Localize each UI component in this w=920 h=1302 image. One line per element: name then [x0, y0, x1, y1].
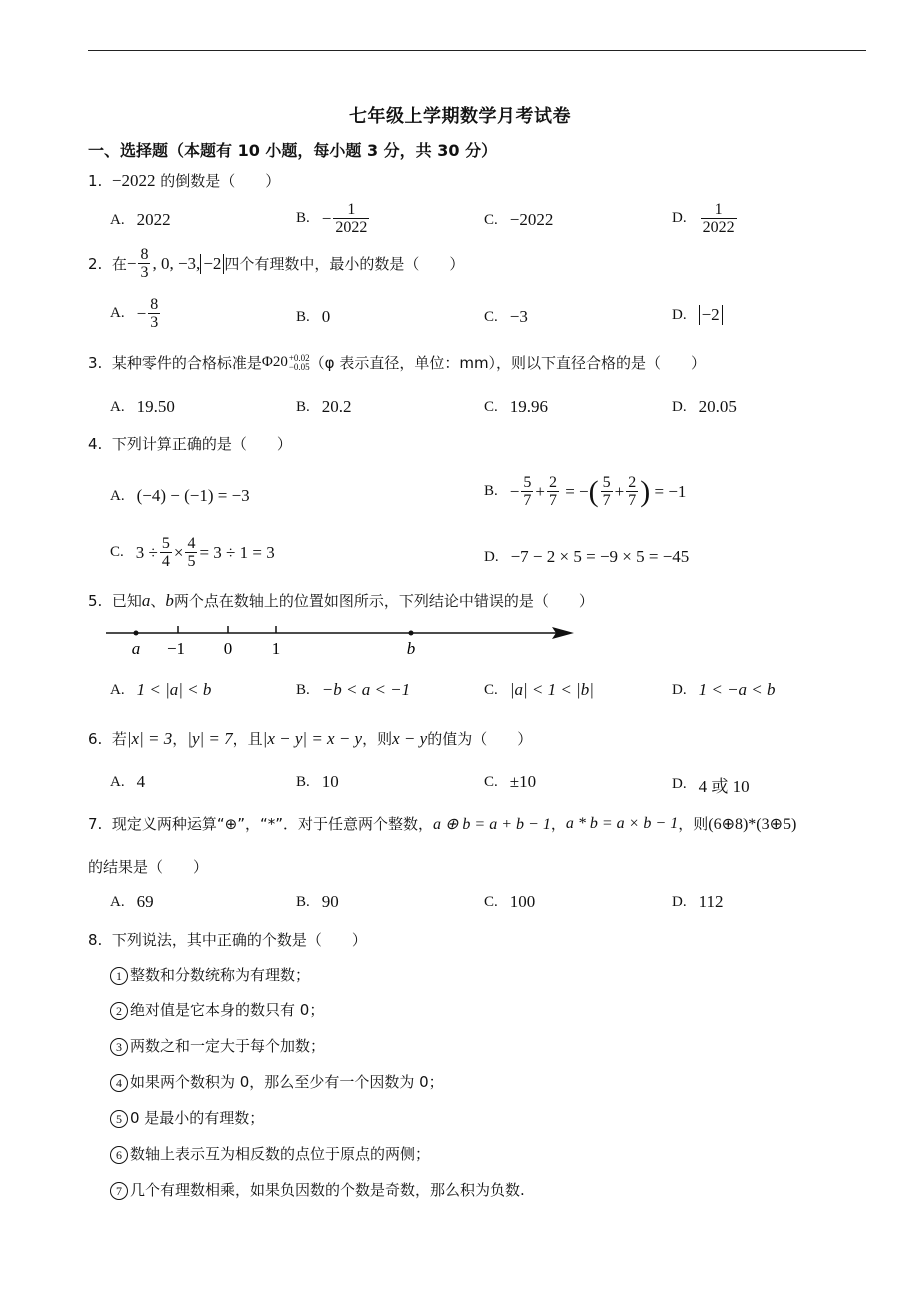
q3-option-d[interactable]: D. 20.05 [672, 397, 737, 416]
q5-option-a[interactable]: A. 1 < |a| < b [110, 680, 212, 699]
q7-option-c[interactable]: C. 100 [484, 892, 536, 911]
q1-option-c[interactable]: C. −2022 [484, 210, 554, 229]
point-a [134, 631, 139, 636]
q4-option-b[interactable]: B. − $\frac{5}{7}$ + $\frac{2}{7}$ = − ( $\frac{5}{7}$ + $\frac{2}{7}$ ) = −1 [484, 474, 687, 509]
q8-statement-6: 6 数轴上表示互为相反数的点位于原点的两侧； [110, 1143, 430, 1164]
page-title: 七年级上学期数学月考试卷 [349, 106, 571, 127]
question-7: 7. 现定义两种运算“⊕”，“*”．对于任意两个整数， a ⊕ b = a + b − 1 ， a * b = a × b − 1 ，则 (6⊕8)*(3⊕5) [88, 814, 797, 833]
question-4: 4. 下列计算正确的是（ ） [88, 435, 292, 453]
q6-option-b[interactable]: B. 10 [296, 772, 339, 791]
point-b [409, 631, 414, 636]
q3-option-c[interactable]: C. 19.96 [484, 397, 549, 416]
q3-option-b[interactable]: B. 20.2 [296, 397, 352, 416]
q6-option-c[interactable]: C. ±10 [484, 772, 537, 791]
q8-statement-7: 7 几个有理数相乘，如果负因数的个数是奇数，那么积为负数. [110, 1179, 525, 1200]
q7-option-b[interactable]: B. 90 [296, 892, 339, 911]
number-line-figure [104, 618, 584, 660]
q5-option-c[interactable]: C. |a| < 1 < |b| [484, 680, 594, 699]
q1-option-a[interactable]: A. 2022 [110, 210, 171, 229]
q8-statement-2: 2 绝对值是它本身的数只有 0； [110, 999, 324, 1020]
q8-statement-3: 3 两数之和一定大于每个加数； [110, 1035, 325, 1056]
header-rule [88, 50, 866, 51]
q2-option-b[interactable]: B. 0 [296, 307, 331, 326]
q6-option-d[interactable]: D. 4 或 10 [672, 776, 750, 796]
q8-statement-1: 1 整数和分数统称为有理数； [110, 964, 310, 985]
q4-option-d[interactable]: D. −7 − 2 × 5 = −9 × 5 = −45 [484, 547, 690, 566]
question-6: 6. 若 |x| = 3 ， |y| = 7 ，且 |x − y| = x − y ，则 x − y 的值为（ ） [88, 728, 533, 748]
q8-statement-4: 4 如果两个数积为 0，那么至少有一个因数为 0； [110, 1071, 444, 1092]
q7-option-d[interactable]: D. 112 [672, 892, 724, 911]
label-1: 1 [271, 639, 281, 658]
q4-option-c[interactable]: C. 3 ÷ $\frac{5}{4}$ × $\frac{4}{5}$ = 3 ÷ 1 = 3 [110, 535, 275, 570]
q8-statement-5: 5 0 是最小的有理数； [110, 1107, 264, 1128]
question-7-cont: 的结果是（ ） [88, 858, 209, 876]
label-neg1: −1 [166, 639, 186, 658]
q2-option-a[interactable]: A. − $\frac{8}{3}$ [110, 296, 159, 331]
q5-option-d[interactable]: D. 1 < −a < b [672, 680, 776, 699]
question-8: 8. 下列说法，其中正确的个数是（ ） [88, 931, 367, 949]
q6-option-a[interactable]: A. 4 [110, 772, 146, 791]
q2-option-c[interactable]: C. −3 [484, 307, 528, 326]
question-2: 2. 在 − $\frac{8}{3}$ , 0, −3, −2 四个有理数中，最小的数是（ ） [88, 246, 465, 281]
question-5: 5. 已知a、b两个点在数轴上的位置如图所示，下列结论中错误的是（ ） [88, 591, 594, 610]
q7-option-a[interactable]: A. 69 [110, 892, 154, 911]
label-a: a [131, 639, 141, 658]
q2-option-d[interactable]: D. −2 [672, 305, 723, 325]
label-b: b [406, 639, 416, 658]
q5-option-b[interactable]: B. −b < a < −1 [296, 680, 411, 699]
section-heading: 一、选择题（本题有 10 小题，每小题 3 分，共 30 分） [88, 141, 498, 160]
q4-option-a[interactable]: A. (−4) − (−1) = −3 [110, 486, 250, 505]
question-1: 1. −2022 的倒数是（ ） [88, 171, 281, 190]
question-3: 3. 某种零件的合格标准是 Φ20 +0.02 −0.05 （φ 表示直径，单位：mm），则以下直径合格的是（ ） [88, 352, 707, 372]
q1-option-b[interactable]: B. − $\frac{1}{2022}$ [296, 201, 368, 236]
q3-option-a[interactable]: A. 19.50 [110, 397, 175, 416]
q1-option-d[interactable]: D. $\frac{1}{2022}$ [672, 201, 735, 236]
label-0: 0 [223, 639, 233, 658]
